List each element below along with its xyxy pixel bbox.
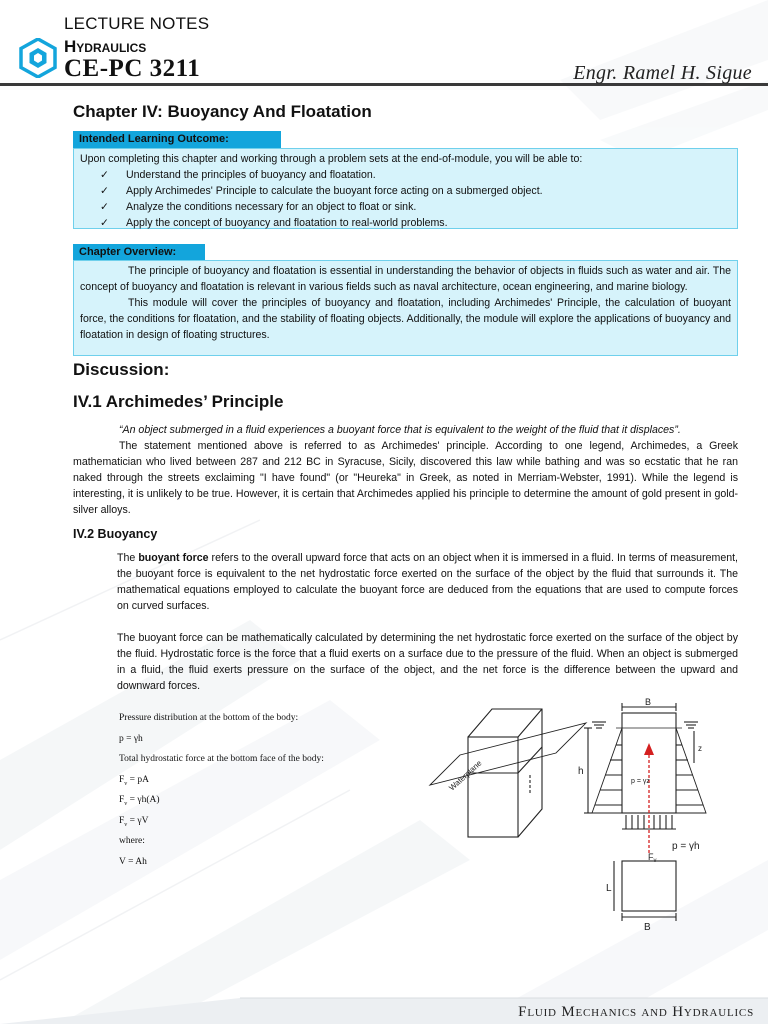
buoyant-force-term: buoyant force bbox=[138, 552, 209, 564]
formula-line: Total hydrostatic force at the bottom face of the body: bbox=[119, 754, 324, 764]
ilo-item: ✓ Apply the concept of buoyancy and floatation to real-world problems. bbox=[100, 217, 448, 229]
discussion-heading: Discussion: bbox=[73, 360, 170, 379]
archimedes-paragraph: The statement mentioned above is referred to as Archimedes' principle. According to one legend, Archimedes, a Greek mathematician who lived between 287 and 212 BC in Syracuse, Sicily, discovered this law while bathing and was so ecstatic that he ran naked through the streets exclaiming "I have found" (or "Heureka" in Greek, as noted in Merriam-Webster, 1991). While the legend is interesting, it is unlikely to be true. However, it is certain that Archimedes applied his principle to determine the amount of gold present in gold-silver alloys. bbox=[73, 440, 738, 516]
archimedes-quote: “An object submerged in a fluid experiences a buoyant force that is equivalent to the weight of the fluid that it displaces”. bbox=[119, 424, 681, 436]
waterplane-label: Waterplane bbox=[447, 758, 484, 793]
buoyancy-paragraph-2: The buoyant force can be mathematically calculated by determining the net hydrostatic force exerted on the surface of the object by the fluid. Hydrostatic force is the force that a fluid exerts on a surface due to the pressure of the fluid. When an object is submerged in a fluid, the fluid exerts pressure on the surface of the object, and the net force is the difference between the upward and downward forces. bbox=[117, 632, 738, 692]
section-view bbox=[584, 703, 706, 921]
logo-hexagon-icon bbox=[18, 38, 58, 78]
formula-line: where: bbox=[119, 836, 145, 846]
buoyancy-diagram bbox=[420, 695, 750, 935]
ilo-item: ✓ Analyze the conditions necessary for an object to float or sink. bbox=[100, 201, 417, 213]
ilo-list bbox=[80, 167, 731, 231]
author-name: Engr. Ramel H. Sigue bbox=[573, 62, 752, 84]
submerged-box-figure bbox=[430, 709, 586, 837]
course-code: CE-PC 3211 bbox=[64, 55, 201, 82]
formula-line: $F_v$ = pA bbox=[119, 774, 150, 787]
overview-box bbox=[73, 260, 738, 356]
pressure-gz-label: p = γz bbox=[631, 778, 650, 785]
ilo-intro: Upon completing this chapter and working through a problem sets at the end-of-module, you will be able to: bbox=[80, 153, 583, 165]
checkmark-icon: ✓ bbox=[100, 169, 109, 181]
archimedes-heading: IV.1 Archimedes’ Principle bbox=[73, 392, 284, 411]
ilo-box bbox=[73, 148, 738, 229]
formula-line: $F_v = \gamma h(A)$ bbox=[119, 795, 160, 807]
overview-label: Chapter Overview: bbox=[73, 244, 205, 261]
dimension-z: z bbox=[698, 744, 702, 753]
ilo-label: Intended Learning Outcome: bbox=[73, 131, 281, 148]
dimension-b-top: B bbox=[645, 697, 652, 707]
buoyancy-heading: IV.2 Buoyancy bbox=[73, 527, 158, 541]
chapter-title: Chapter IV: Buoyancy And Floatation bbox=[73, 102, 372, 121]
dimension-h: h bbox=[578, 766, 584, 777]
checkmark-icon: ✓ bbox=[100, 185, 109, 197]
ilo-item: ✓ Apply Archimedes' Principle to calculate the buoyant force acting on a submerged object. bbox=[100, 185, 543, 197]
ilo-item: ✓ Understand the principles of buoyancy and floatation. bbox=[100, 169, 376, 181]
formula-line: V = Ah bbox=[119, 856, 147, 867]
buoyancy-text bbox=[117, 550, 738, 710]
force-fv-label: $F_v$ bbox=[648, 852, 657, 864]
dimension-l: L bbox=[606, 883, 612, 894]
buoyancy-paragraph-1: The buoyant force refers to the overall upward force that acts on an object when it is immersed in a fluid. In terms of measurement, the buoyant force is equivalent to the net hydrostatic force exerted on the surface of the object by the fluid that surrounds it. The mathematical equations employed to calculate the buoyant force are deduced from the equations that are used to compute forces on curved surfaces. bbox=[117, 552, 738, 612]
formula-line: Pressure distribution at the bottom of the body: bbox=[119, 713, 299, 723]
formula-line: $F_v = \gamma V$ bbox=[119, 815, 149, 828]
lecture-notes-label: LECTURE NOTES bbox=[64, 14, 210, 33]
formula-line: p = γh bbox=[119, 733, 143, 744]
buoyant-force-arrow bbox=[644, 743, 654, 853]
dimension-b-bottom: B bbox=[644, 922, 651, 933]
checkmark-icon: ✓ bbox=[100, 217, 109, 229]
overview-paragraph-1: The principle of buoyancy and floatation is essential in understanding the behavior of objects in fluids such as water and air. The concept of buoyancy and floatation is relevant in various fields such as naval architecture, ocean engineering, and marine biology. bbox=[80, 265, 731, 293]
formula-block bbox=[119, 708, 369, 872]
overview-paragraph-2: This module will cover the principles of buoyancy and floatation, including Archimedes' Principle, the calculation of buoyant force, the conditions for floatation, and the stability of floating objects. Additionally, the module will explore the applications of buoyancy and floatation in design of floating structures. bbox=[80, 297, 731, 341]
subject-title: Hydraulics bbox=[64, 37, 147, 56]
archimedes-text bbox=[73, 422, 738, 518]
checkmark-icon: ✓ bbox=[100, 201, 109, 213]
pressure-gh-label: p = γh bbox=[672, 841, 700, 852]
footer-title: Fluid Mechanics and Hydraulics bbox=[518, 1004, 754, 1020]
